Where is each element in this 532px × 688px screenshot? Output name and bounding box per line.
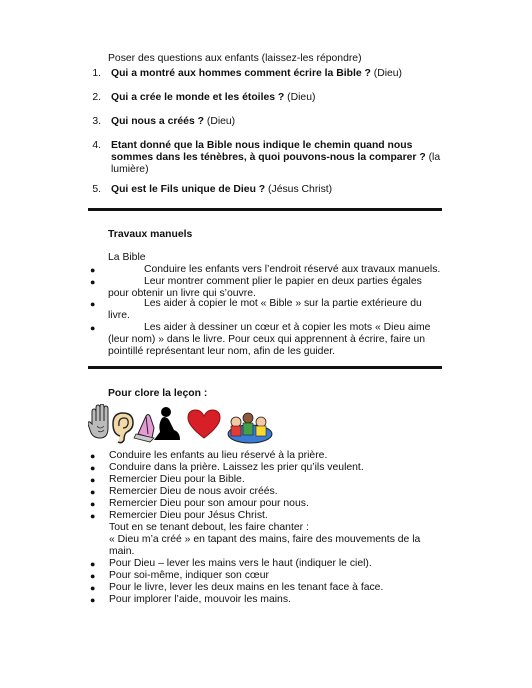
gesture-item: Pour soi-même, indiquer son cœur xyxy=(109,570,269,581)
question-5 xyxy=(111,184,332,196)
crafts-title: Travaux manuels xyxy=(108,229,193,240)
section-divider xyxy=(88,208,442,211)
bullet-icon: ● xyxy=(90,323,96,333)
closing-item: Remercier Dieu de nous avoir créés. xyxy=(109,486,278,497)
bullet-icon: ● xyxy=(90,571,96,581)
crafts-item-4-line-3: pointillé représentant leur nom, afin de les guider. xyxy=(108,346,336,357)
question-answer: (Dieu) xyxy=(203,116,236,127)
bullet-icon: ● xyxy=(90,475,96,485)
crafts-item-2-line-2: pour obtenir un livre qui s’ouvre. xyxy=(108,288,256,299)
bullet-icon: ● xyxy=(90,265,96,275)
question-number: 2. xyxy=(92,92,101,103)
questions-intro: Poser des questions aux enfants (laissez-les répondre) xyxy=(108,53,362,64)
song-instruction: Tout en se tenant debout, les faire chanter : xyxy=(109,522,309,533)
question-number: 5. xyxy=(92,184,101,195)
bullet-icon: ● xyxy=(90,487,96,497)
question-number: 1. xyxy=(92,68,101,79)
ear-icon xyxy=(113,413,133,443)
praying-hands-icon xyxy=(134,415,154,443)
bullet-icon: ● xyxy=(90,463,96,473)
question-answer: (la xyxy=(425,152,441,163)
kneeling-person-icon xyxy=(154,407,180,440)
question-4-line-3: lumière) xyxy=(111,164,149,175)
heart-icon xyxy=(188,410,220,438)
section-divider xyxy=(88,366,442,369)
bullet-icon: ● xyxy=(90,451,96,461)
closing-item: Remercier Dieu pour son amour pour nous. xyxy=(109,498,309,509)
bullet-icon: ● xyxy=(90,277,96,287)
question-2 xyxy=(111,92,315,104)
question-3 xyxy=(111,116,235,128)
question-number: 3. xyxy=(92,116,101,127)
crafts-item-1: Conduire les enfants vers l’endroit réservé aux travaux manuels. xyxy=(144,264,441,275)
bullet-icon: ● xyxy=(90,499,96,509)
question-number: 4. xyxy=(92,140,101,151)
gesture-item: Pour implorer l’aide, mouvoir les mains. xyxy=(109,594,291,605)
children-group-icon xyxy=(228,413,272,443)
question-4-line-2 xyxy=(111,152,440,164)
question-answer: (Jésus Christ) xyxy=(265,184,333,195)
question-text: Qui nous a créés ? xyxy=(111,116,204,127)
gesture-item: Pour Dieu – lever les mains vers le haut (indiquer le ciel). xyxy=(109,558,372,569)
closing-item: Remercier Dieu pour la Bible. xyxy=(109,474,245,485)
question-text: Qui a montré aux hommes comment écrire la Bible ? xyxy=(111,68,371,79)
closing-title: Pour clore la leçon : xyxy=(108,388,208,399)
question-answer: (Dieu) xyxy=(370,68,403,79)
crafts-item-3-line-2: livre. xyxy=(108,310,130,321)
question-4-line-1: Etant donné que la Bible nous indique le chemin quand nous xyxy=(111,140,413,151)
crafts-subtitle: La Bible xyxy=(108,252,146,263)
crafts-item-4-line-2: (leur nom) » dans le livre. Pour ceux qui apprennent à écrire, faire un xyxy=(108,334,426,345)
crafts-item-3-line-1: Les aider à copier le mot « Bible » sur la partie extérieure du xyxy=(144,298,422,309)
bullet-icon: ● xyxy=(90,511,96,521)
hand-icon xyxy=(88,404,108,438)
question-text: Qui a crée le monde et les étoiles ? xyxy=(111,92,285,103)
bullet-icon: ● xyxy=(90,595,96,605)
gesture-item: Pour le livre, lever les deux mains en les tenant face à face. xyxy=(109,582,384,593)
song-description-line-1: « Dieu m’a créé » en tapant des mains, faire des mouvements de la xyxy=(109,534,421,545)
closing-item: Remercier Dieu pour Jésus Christ. xyxy=(109,510,268,521)
crafts-item-2-line-1: Leur montrer comment plier le papier en deux parties égales xyxy=(144,276,422,287)
question-1 xyxy=(111,68,402,80)
question-answer: (Dieu) xyxy=(284,92,316,103)
question-text: sommes dans les ténèbres, à quoi pouvons-nous la comparer ? xyxy=(111,152,426,163)
song-description-line-2: main. xyxy=(109,546,135,557)
bullet-icon: ● xyxy=(90,559,96,569)
closing-item: Conduire dans la prière. Laissez les prier qu’ils veulent. xyxy=(109,462,364,473)
closing-icons xyxy=(88,404,273,444)
question-text: Qui est le Fils unique de Dieu ? xyxy=(111,184,266,195)
closing-item: Conduire les enfants au lieu réservé à la prière. xyxy=(109,450,328,461)
crafts-item-4-line-1: Les aider à dessiner un cœur et à copier les mots « Dieu aime xyxy=(144,322,431,333)
bullet-icon: ● xyxy=(90,299,96,309)
bullet-icon: ● xyxy=(90,583,96,593)
